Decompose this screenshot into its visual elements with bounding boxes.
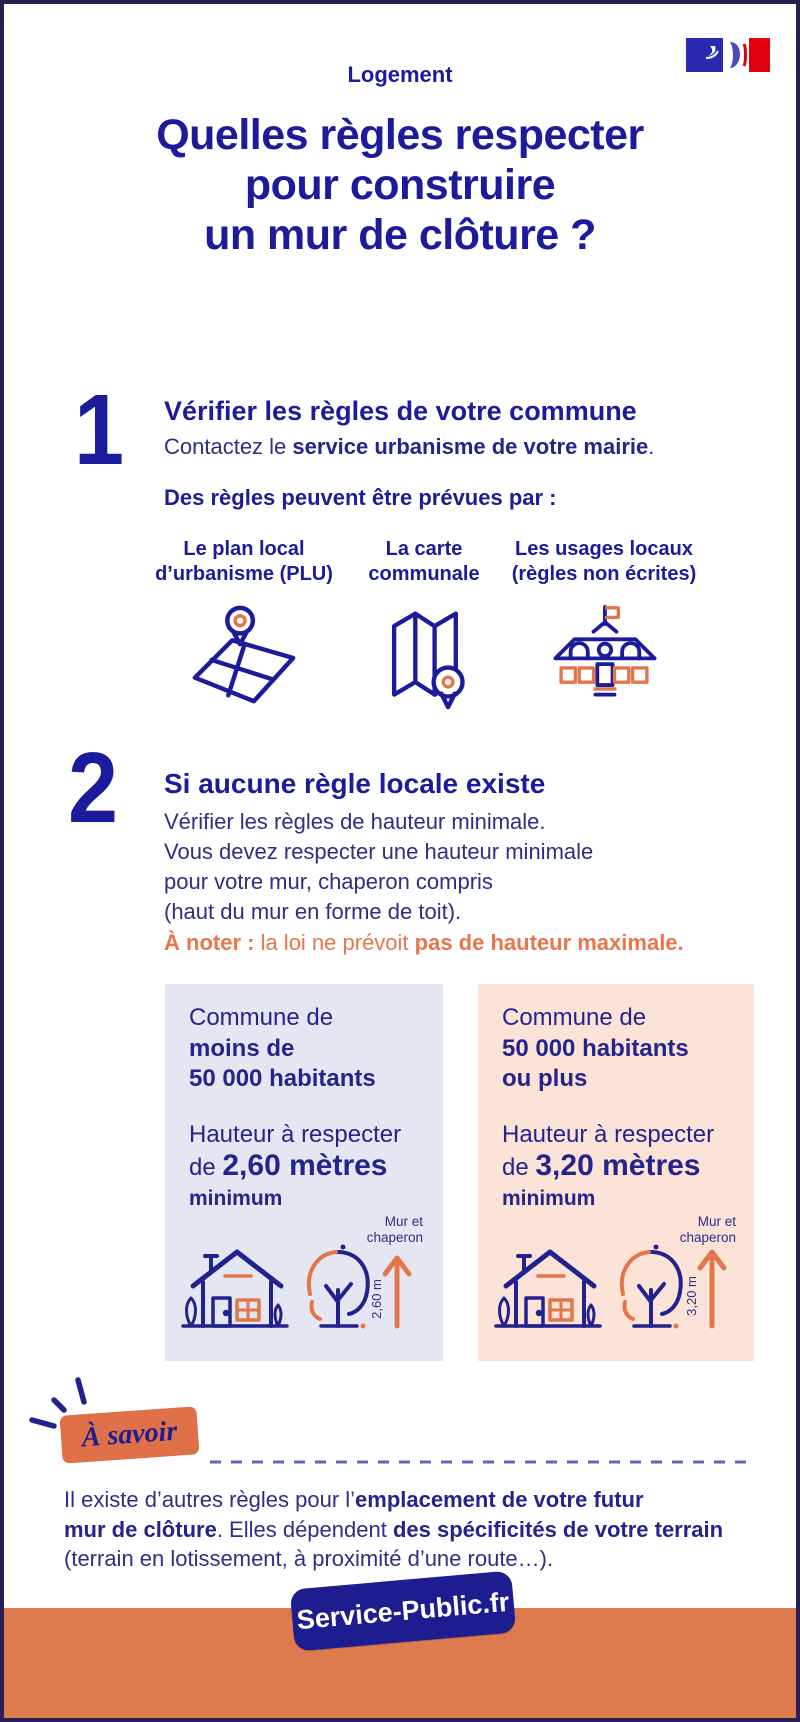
dashed-divider bbox=[210, 1452, 752, 1470]
card-right-intro: Commune de bbox=[502, 1004, 647, 1031]
a-savoir-badge bbox=[59, 1406, 199, 1463]
card-left-intro: Commune de bbox=[189, 1004, 334, 1031]
card-right-minimum: minimum bbox=[502, 1187, 596, 1210]
step-2-body: Vérifier les règles de hauteur minimale. Vous devez respecter une hauteur minimale pour votre mur, chaperon compris (haut du mur en forme de toit). bbox=[164, 809, 594, 924]
step-2-title: Si aucune règle locale existe bbox=[164, 768, 546, 799]
source-usages-locaux bbox=[504, 537, 704, 718]
rule-sources-row bbox=[144, 537, 704, 718]
step-1-intro bbox=[164, 432, 654, 462]
card-left-height-intro: Hauteur à respecter bbox=[189, 1121, 402, 1148]
card-left-minimum: minimum bbox=[189, 1187, 283, 1210]
title-line-3: un mur de clôture ? bbox=[204, 211, 596, 259]
card-right-height-intro: Hauteur à respecter bbox=[502, 1121, 715, 1148]
title-line-2: pour construire bbox=[244, 161, 556, 209]
step-1-intro-bold: service urbanisme de votre mairie bbox=[292, 434, 649, 459]
rules-heading: Des règles peuvent être prévues par : bbox=[164, 485, 557, 510]
town-hall-icon bbox=[542, 601, 666, 716]
category-label: Logement bbox=[347, 62, 453, 87]
tree-icon bbox=[321, 1252, 368, 1326]
card-commune-over-50000 bbox=[478, 984, 754, 1361]
house-icon bbox=[496, 1252, 600, 1326]
card-left-wall-height-illustration bbox=[175, 1214, 427, 1349]
source-plu-label: Le plan local d’urbanisme (PLU) bbox=[155, 538, 333, 585]
card-left-height-value: de 2,60 mètres bbox=[189, 1149, 388, 1182]
note-bold: pas de hauteur maximale. bbox=[414, 930, 684, 955]
a-savoir-paragraph: Il existe d’autres règles pour l’emplacement de votre futur mur de clôture. Elles dépendent des spécificités de votre terrain (terrain en lotissement, à proximité d’une route…). bbox=[64, 1487, 724, 1571]
card-commune-under-50000 bbox=[165, 984, 443, 1361]
source-plu bbox=[144, 537, 344, 718]
tree-icon bbox=[634, 1252, 681, 1326]
measure-label: 3,20 m bbox=[684, 1276, 699, 1316]
source-carte-label: La carte communale bbox=[368, 538, 480, 585]
note-regular: la loi ne prévoit bbox=[254, 930, 415, 955]
source-usages-label: Les usages locaux (règles non écrites) bbox=[511, 538, 697, 585]
card-left-population-2: 50 000 habitants bbox=[189, 1065, 376, 1092]
plu-map-icon bbox=[185, 601, 303, 718]
card-right-population-1: 50 000 habitants bbox=[502, 1035, 689, 1062]
svg-text:Mur et: Mur et bbox=[384, 1214, 423, 1229]
step-2-number: 2 bbox=[68, 732, 119, 844]
page-title bbox=[4, 110, 796, 260]
svg-text:Mur et: Mur et bbox=[697, 1214, 736, 1229]
measure-label: 2,60 m bbox=[369, 1279, 384, 1319]
height-arrow-icon bbox=[700, 1252, 724, 1326]
step-1-intro-period: . bbox=[648, 434, 655, 459]
card-right-height-value: de 3,20 mètres bbox=[502, 1149, 701, 1182]
note-label: À noter : bbox=[164, 930, 255, 955]
height-arrow-icon bbox=[385, 1258, 409, 1326]
svg-text:chaperon: chaperon bbox=[679, 1230, 736, 1245]
communal-map-icon bbox=[371, 601, 477, 718]
service-public-logo: Service-Public.fr bbox=[295, 1586, 511, 1635]
card-right-wall-height-illustration bbox=[488, 1214, 740, 1349]
title-line-1: Quelles règles respecter bbox=[156, 111, 644, 159]
card-right-population-2: ou plus bbox=[502, 1065, 588, 1092]
step-1-intro-regular: Contactez le bbox=[164, 434, 293, 459]
note-no-max-height bbox=[164, 930, 684, 956]
a-savoir-label: À savoir bbox=[80, 1415, 179, 1454]
card-left-population-1: moins de bbox=[189, 1035, 295, 1062]
svg-text:chaperon: chaperon bbox=[366, 1230, 423, 1245]
house-icon bbox=[183, 1252, 287, 1326]
step-1-number: 1 bbox=[74, 374, 125, 486]
step-1-title: Vérifier les règles de votre commune bbox=[164, 396, 637, 426]
source-carte-communale bbox=[349, 537, 499, 718]
